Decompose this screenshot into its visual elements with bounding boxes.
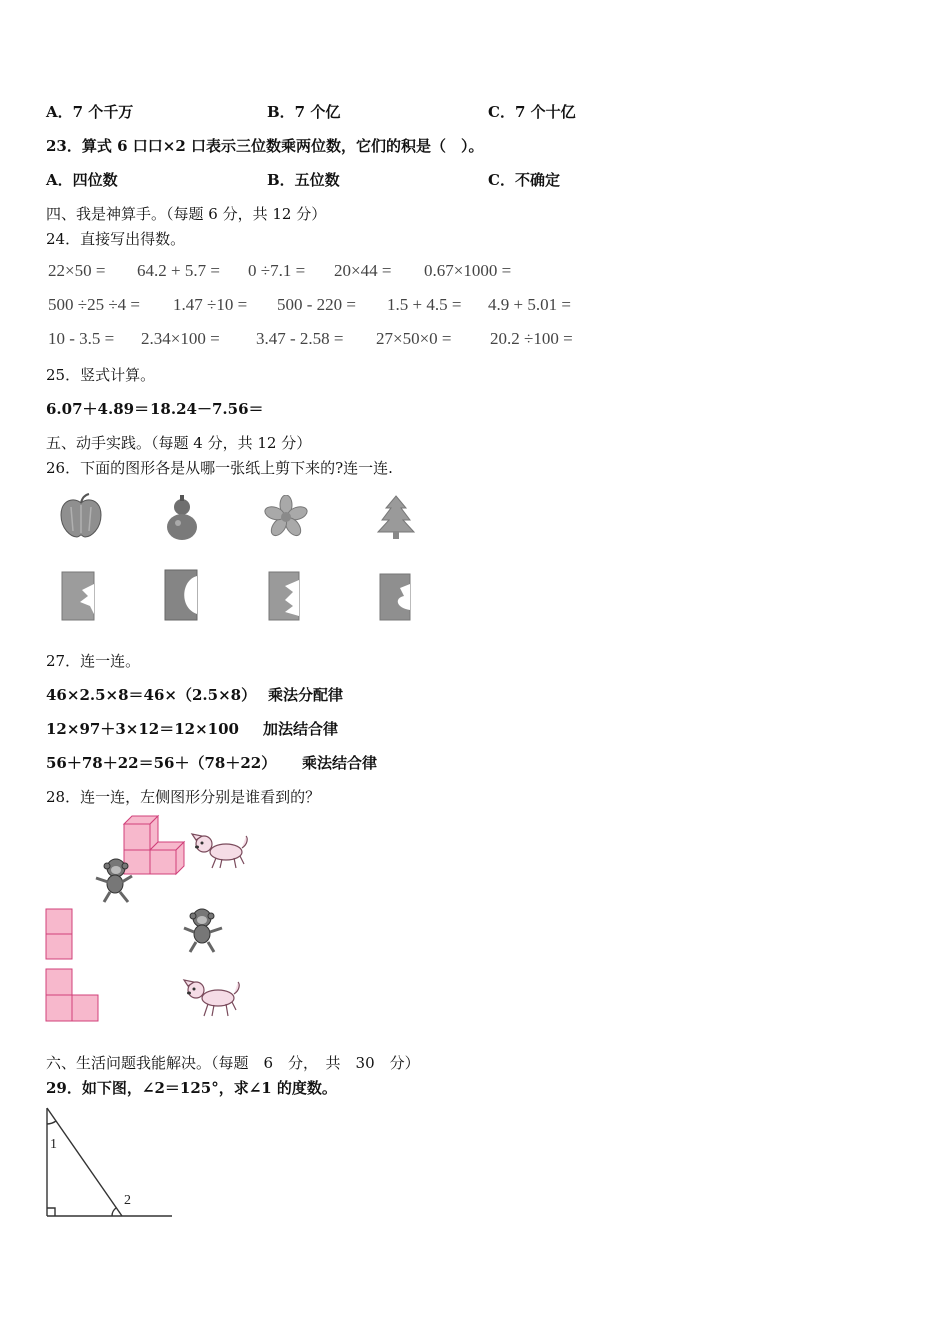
q27-expr-3: 56＋78＋22＝56＋（78＋22） (46, 754, 277, 772)
q24-r1-c5: 0.67×1000 = (424, 261, 512, 280)
q24-r3-c3: 3.47 - 2.58 = (256, 329, 344, 348)
flower-shape-figure (263, 495, 309, 539)
q22-option-a: A．7 个千万 (46, 103, 134, 121)
gourd-shape-figure (160, 493, 204, 543)
triangle-figure (40, 1104, 180, 1224)
q27-law-3: 乘法结合律 (302, 754, 378, 772)
q24-title: 24．直接写出得数。 (46, 230, 186, 248)
paper-star-cut-figure (60, 570, 96, 622)
monkey-icon (92, 856, 136, 906)
q25-title: 25．竖式计算。 (46, 366, 156, 384)
q27-law-2: 加法结合律 (263, 720, 339, 738)
q27-title: 27．连一连。 (46, 652, 141, 670)
q28-title: 28．连一连，左侧图形分别是谁看到的？ (46, 788, 321, 806)
q24-r2-c1: 500 ÷25 ÷4 = (48, 295, 140, 314)
q24-r3-c5: 20.2 ÷100 = (490, 329, 573, 348)
q22-option-c: C．7 个十亿 (488, 103, 576, 121)
q23-option-b: B．五位数 (267, 171, 340, 189)
dog-icon (190, 830, 250, 872)
q24-r3-c2: 2.34×100 = (141, 329, 220, 348)
q25-expression-1: 6.07＋4.89＝ (46, 400, 150, 418)
q26-title: 26．下面的图形各是从哪一张纸上剪下来的?连一连. (46, 459, 393, 477)
q22-option-b: B．7 个亿 (267, 103, 341, 121)
angle-2-label: 2 (124, 1193, 131, 1208)
q27-law-1: 乘法分配律 (268, 686, 344, 704)
q24-r3-c1: 10 - 3.5 = (48, 329, 115, 348)
paper-notch-cut-figure (378, 572, 412, 622)
q24-r3-c4: 27×50×0 = (376, 329, 452, 348)
paper-moon-cut-figure (163, 568, 199, 622)
angle-1-label: 1 (50, 1137, 57, 1152)
view-figure-l-shape (45, 968, 101, 1024)
apple-shape-figure (55, 493, 107, 541)
paper-zigzag-cut-figure (267, 570, 301, 622)
section5-title: 五、动手实践。（每题 4 分，共 12 分） (46, 434, 312, 452)
q23-option-c: C．不确定 (488, 171, 560, 189)
section6-title: 六、生活问题我能解决。（每题 6 分， 共 30 分） (46, 1054, 420, 1072)
q24-r1-c3: 0 ÷7.1 = (248, 261, 306, 280)
q27-expr-2: 12×97＋3×12＝12×100 (46, 720, 239, 738)
q29-title: 29．如下图，∠2＝125°，求∠1 的度数。 (46, 1079, 337, 1097)
view-figure-tall (45, 908, 75, 962)
q24-r2-c2: 1.47 ÷10 = (173, 295, 248, 314)
q24-r2-c5: 4.9 + 5.01 = (488, 295, 571, 314)
q24-r2-c4: 1.5 + 4.5 = (387, 295, 462, 314)
monkey-icon-option (180, 906, 226, 956)
section4-title: 四、我是神算手。（每题 6 分，共 12 分） (46, 205, 327, 223)
q24-r2-c3: 500 - 220 = (277, 295, 356, 314)
q25-expression-2: 18.24－7.56＝ (150, 400, 264, 418)
q27-expr-1: 46×2.5×8＝46×（2.5×8） (46, 686, 257, 704)
q24-r1-c2: 64.2 + 5.7 = (137, 261, 220, 280)
q23-option-a: A．四位数 (46, 171, 118, 189)
q24-r1-c4: 20×44 = (334, 261, 392, 280)
tree-shape-figure (376, 494, 416, 540)
q24-r1-c1: 22×50 = (48, 261, 106, 280)
dog-icon-option (180, 976, 242, 1020)
q23-question: 23．算式 6 口口×2 口表示三位数乘两位数，它们的积是（ ）。 (46, 137, 484, 155)
